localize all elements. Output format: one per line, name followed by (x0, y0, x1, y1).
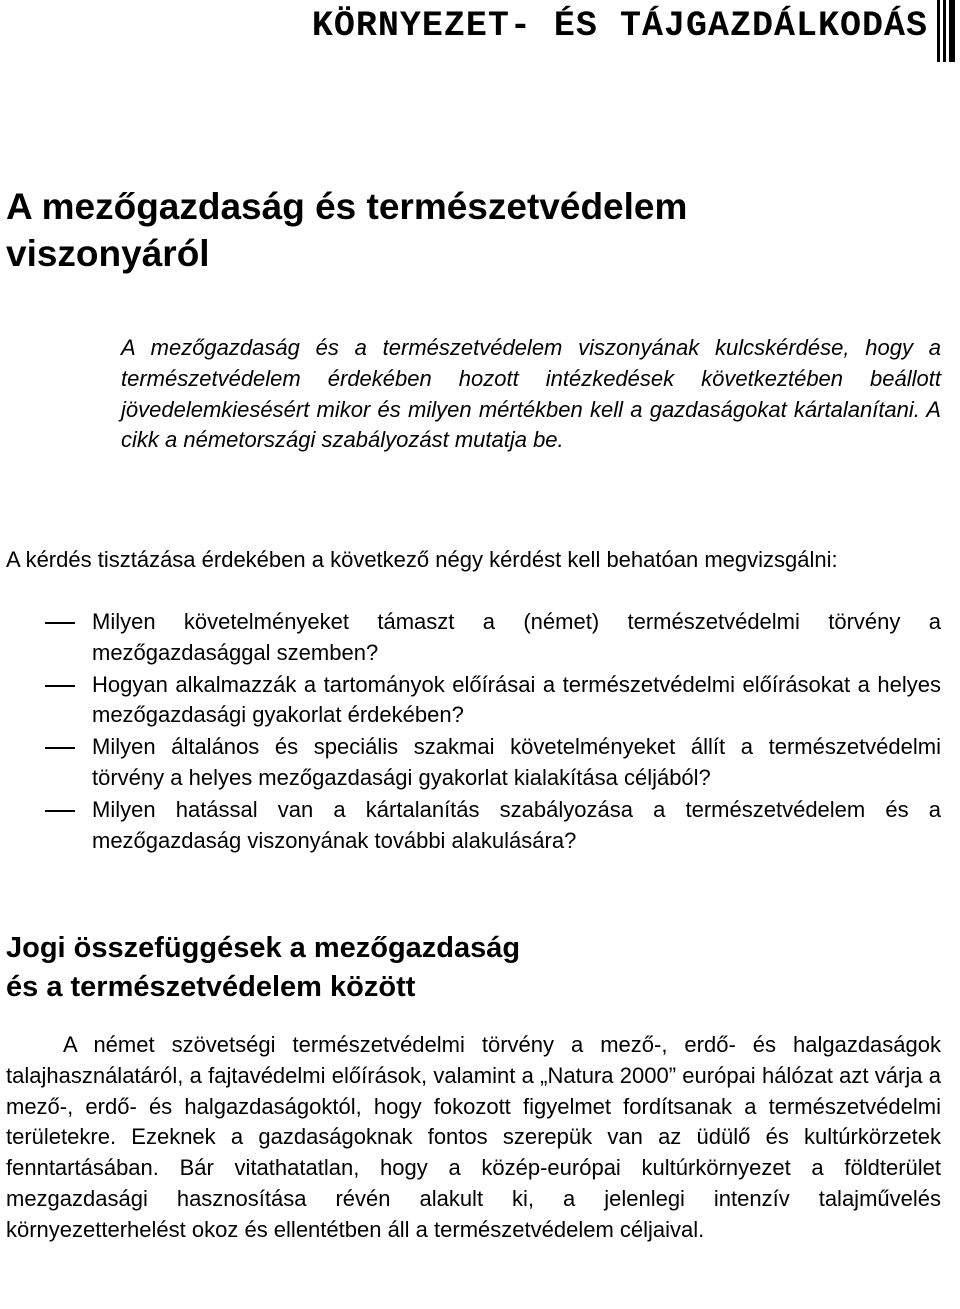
header-rule-thin (943, 0, 946, 62)
question-text: Hogyan alkalmazzák a tartományok előírásai a természetvédelmi előírásokat a helyes mezőgazdasági gyakorlat érdekében? (92, 671, 941, 728)
section-heading (6, 929, 906, 1007)
article-title (6, 183, 906, 277)
question-text: Milyen követelményeket támaszt a (német) természetvédelmi törvény a mezőgazdasággal szemben? (92, 609, 941, 665)
header-rule-thick (949, 0, 955, 62)
article-title-line-2: viszonyáról (6, 233, 210, 274)
question-text: Milyen általános és speciális szakmai követelményeket állít a természetvédelmi törvény a helyes mezőgazdasági gyakorlat kialakítása céljából? (92, 734, 941, 790)
question-item (0, 607, 941, 669)
dash-bullet-icon (45, 747, 75, 749)
journal-section-title: KÖRNYEZET- ÉS TÁJGAZDÁLKODÁS (311, 6, 928, 46)
body-paragraph: A német szövetségi természetvédelmi törvény a mező-, erdő- és halgazdaságok talajhasználatáról, a fajtavédelmi előírások, valamint a „Natura 2000” európai hálózat azt várja a mező-, erdő- és halgazdaságoktól, hogy fokozott figyelmet fordítsanak a természetvédelmi területekre. Ezeknek a gazdaságoknak fontos szerepük van az üdülő és kultúrkörzetek fenntartásában. Bár vitathatatlan, hogy a közép-európai kultúrkörnyezet a földterület mezgazdasági hasznosítása révén alakult ki, a jelenlegi intenzív talajművelés környezetterhelést okoz és ellentétben áll a természetvédelem céljaival. (6, 1032, 941, 1242)
page-header (0, 0, 960, 64)
dash-bullet-icon (45, 685, 75, 687)
question-text: Milyen hatással van a kártalanítás szabályozása a természetvédelem és a mezőgazdaság viszonyának további alakulására? (92, 796, 941, 853)
article-title-line-1: A mezőgazdaság és természetvédelem (6, 186, 688, 227)
section-heading-line-1: Jogi összefüggések a mezőgazdaság (6, 932, 521, 964)
article-abstract: A mezőgazdaság és a természetvédelem viszonyának kulcskérdése, hogy a természetvédelem érdekében hozott intézkedések következtében beállott jövedelemkiesésért mikor és milyen mértékben kell a gazdaságokat kártalanítani. A cikk a németországi szabályozást mutatja be. (121, 335, 941, 453)
section-heading-line-2: és a természetvédelem között (6, 971, 416, 1003)
header-rule-thin (937, 0, 940, 62)
intro-paragraph: A kérdés tisztázása érdekében a következő négy kérdést kell behatóan megvizsgálni: (6, 547, 838, 572)
dash-bullet-icon (45, 622, 75, 624)
dash-bullet-icon (45, 810, 75, 812)
question-item (0, 670, 941, 732)
question-item (0, 795, 941, 857)
question-list (0, 607, 941, 857)
question-item (0, 732, 941, 794)
